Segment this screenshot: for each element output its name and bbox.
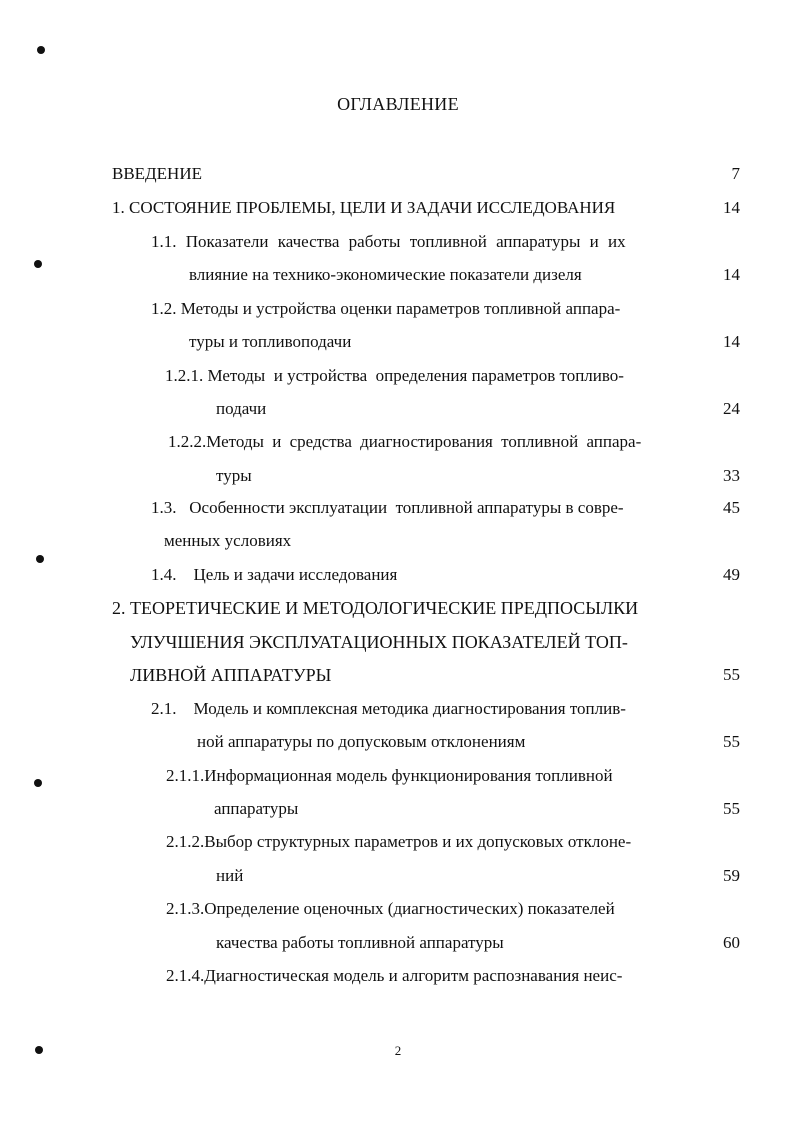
binder-hole-icon (34, 260, 42, 268)
toc-entry-2-1-cont: ной аппаратуры по допусковым отклонениям (197, 732, 526, 751)
toc-entry-2-1-1-cont: аппаратуры (214, 799, 299, 818)
toc-entry-2-1-2-cont: ний (216, 866, 244, 885)
toc-entry-2-1-3: 2.1.3.Определение оценочных (диагностических) показателей (166, 899, 615, 918)
toc-entry-chapter-1: 1. СОСТОЯНИЕ ПРОБЛЕМЫ, ЦЕЛИ И ЗАДАЧИ ИССЛЕДОВАНИЯ (112, 198, 616, 217)
page-number: 2 (394, 1043, 402, 1058)
toc-page-number: 7 (731, 164, 740, 183)
toc-entry-2-1-3-cont: качества работы топливной аппаратуры (216, 933, 504, 952)
toc-page-number: 24 (723, 399, 740, 418)
toc-entry-chapter-2: 2. ТЕОРЕТИЧЕСКИЕ И МЕТОДОЛОГИЧЕСКИЕ ПРЕДПОСЫЛКИ (112, 598, 639, 618)
toc-page-number: 55 (723, 732, 740, 751)
binder-hole-icon (37, 46, 45, 54)
toc-entry-1-3: 1.3. Особенности эксплуатации топливной аппаратуры в совре- (151, 498, 624, 517)
page-title: ОГЛАВЛЕНИЕ (337, 94, 459, 114)
toc-page-number: 60 (723, 933, 740, 952)
toc-entry-2-1-1: 2.1.1.Информационная модель функционирования топливной (166, 766, 613, 785)
toc-entry-2-1-4: 2.1.4.Диагностическая модель и алгоритм распознавания неис- (166, 966, 623, 985)
toc-entry-1-2-2: 1.2.2.Методы и средства диагностирования топливной аппара- (168, 432, 642, 451)
toc-page-number: 55 (723, 799, 740, 818)
toc-page-number: 55 (723, 665, 740, 684)
toc-entry-1-2-1-cont: подачи (216, 399, 267, 418)
toc-entry-introduction: ВВЕДЕНИЕ (112, 164, 202, 183)
toc-page-number: 33 (723, 466, 740, 485)
toc-entry-1-4: 1.4. Цель и задачи исследования (151, 565, 398, 584)
toc-entry-1-2: 1.2. Методы и устройства оценки параметров топливной аппара- (151, 299, 621, 318)
toc-page-number: 59 (723, 866, 740, 885)
toc-entry-2-1: 2.1. Модель и комплексная методика диагностирования топлив- (151, 699, 626, 718)
toc-page-number: 45 (723, 498, 740, 517)
toc-entry-1-2-1: 1.2.1. Методы и устройства определения параметров топливо- (165, 366, 624, 385)
binder-hole-icon (34, 779, 42, 787)
toc-page-number: 49 (723, 565, 740, 584)
toc-entry-1-1-cont: влияние на технико-экономические показатели дизеля (189, 265, 582, 284)
toc-entry-1-1: 1.1. Показатели качества работы топливной аппаратуры и их (151, 232, 626, 251)
toc-entry-chapter-2-cont: ЛИВНОЙ АППАРАТУРЫ (130, 665, 332, 685)
toc-entry-1-2-2-cont: туры (216, 466, 252, 485)
toc-page-number: 14 (723, 332, 740, 351)
toc-page-number: 14 (723, 198, 740, 217)
toc-entry-1-3-cont: менных условиях (164, 531, 292, 550)
toc-entry-1-2-cont: туры и топливоподачи (189, 332, 352, 351)
toc-entry-chapter-2-cont: УЛУЧШЕНИЯ ЭКСПЛУАТАЦИОННЫХ ПОКАЗАТЕЛЕЙ ТОП- (130, 632, 628, 652)
binder-hole-icon (36, 555, 44, 563)
toc-page-number: 14 (723, 265, 740, 284)
toc-entry-2-1-2: 2.1.2.Выбор структурных параметров и их допусковых отклоне- (166, 832, 632, 851)
